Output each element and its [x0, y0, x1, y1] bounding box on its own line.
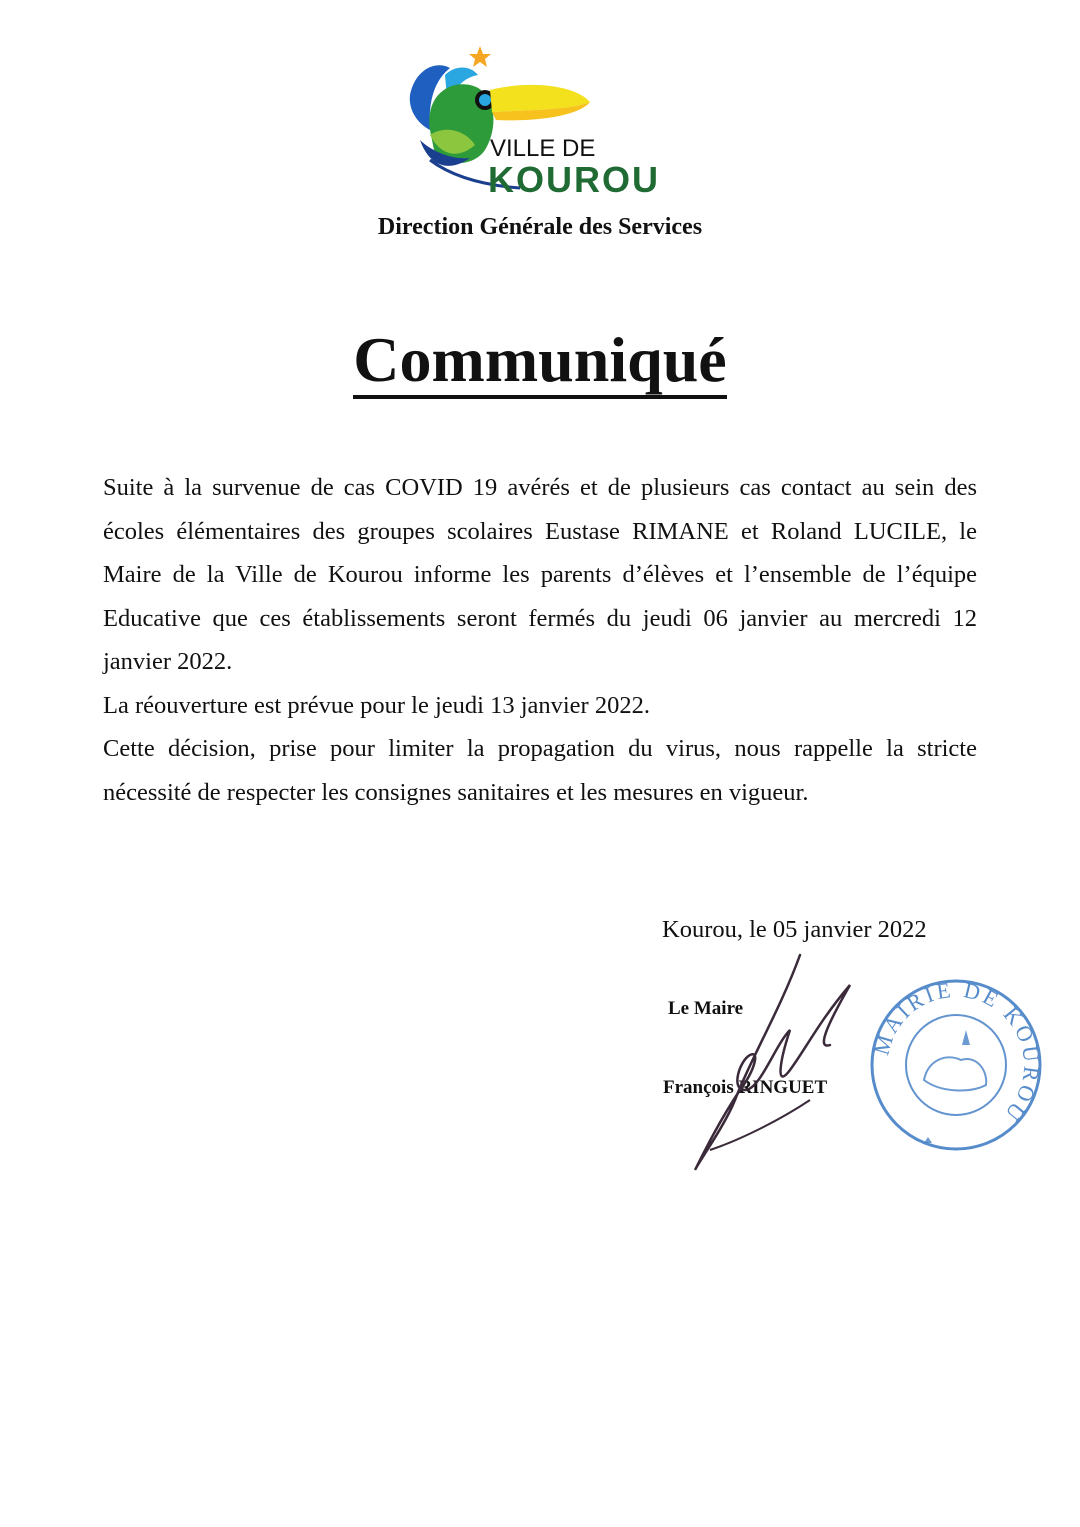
paragraph-reopening: La réouverture est prévue pour le jeudi 13 janvier 2022.	[103, 691, 650, 719]
signatory-name: François RINGUET	[663, 1077, 828, 1098]
place-date: Kourou, le 05 janvier 2022	[662, 916, 927, 943]
document-title	[0, 323, 1080, 399]
city-logo	[390, 40, 690, 210]
logo-line2: KOUROU	[488, 159, 660, 200]
communique-body	[103, 466, 977, 814]
logo-line1: VILLE DE	[490, 135, 596, 162]
official-seal	[866, 975, 1046, 1155]
paragraph-announcement: Suite à la survenue de cas COVID 19 avérés et de plusieurs cas contact au sein des écoles élémentaires des groupes scolaires Eustase RIMANE et Roland LUCILE, le Maire de la Ville de Kourou informe les parents d’élèves et l’ensemble de l’équipe Educative que ces établissements seront fermés du jeudi 06 janvier au mercredi 12 janvier 2022.	[103, 474, 977, 675]
signatory-role: Le Maire	[668, 998, 744, 1019]
title-text: Communiqué	[353, 325, 726, 399]
svg-text:MAIRIE DE KOUROU	[868, 977, 1044, 1128]
paragraph-decision: Cette décision, prise pour limiter la propagation du virus, nous rappelle la stricte nécessité de respecter les consignes sanitaires et les mesures en vigueur.	[103, 735, 977, 806]
seal-text: MAIRIE DE KOUROU	[868, 976, 1045, 1129]
handwritten-signature	[680, 950, 870, 1180]
department-heading: Direction Générale des Services	[377, 214, 703, 240]
